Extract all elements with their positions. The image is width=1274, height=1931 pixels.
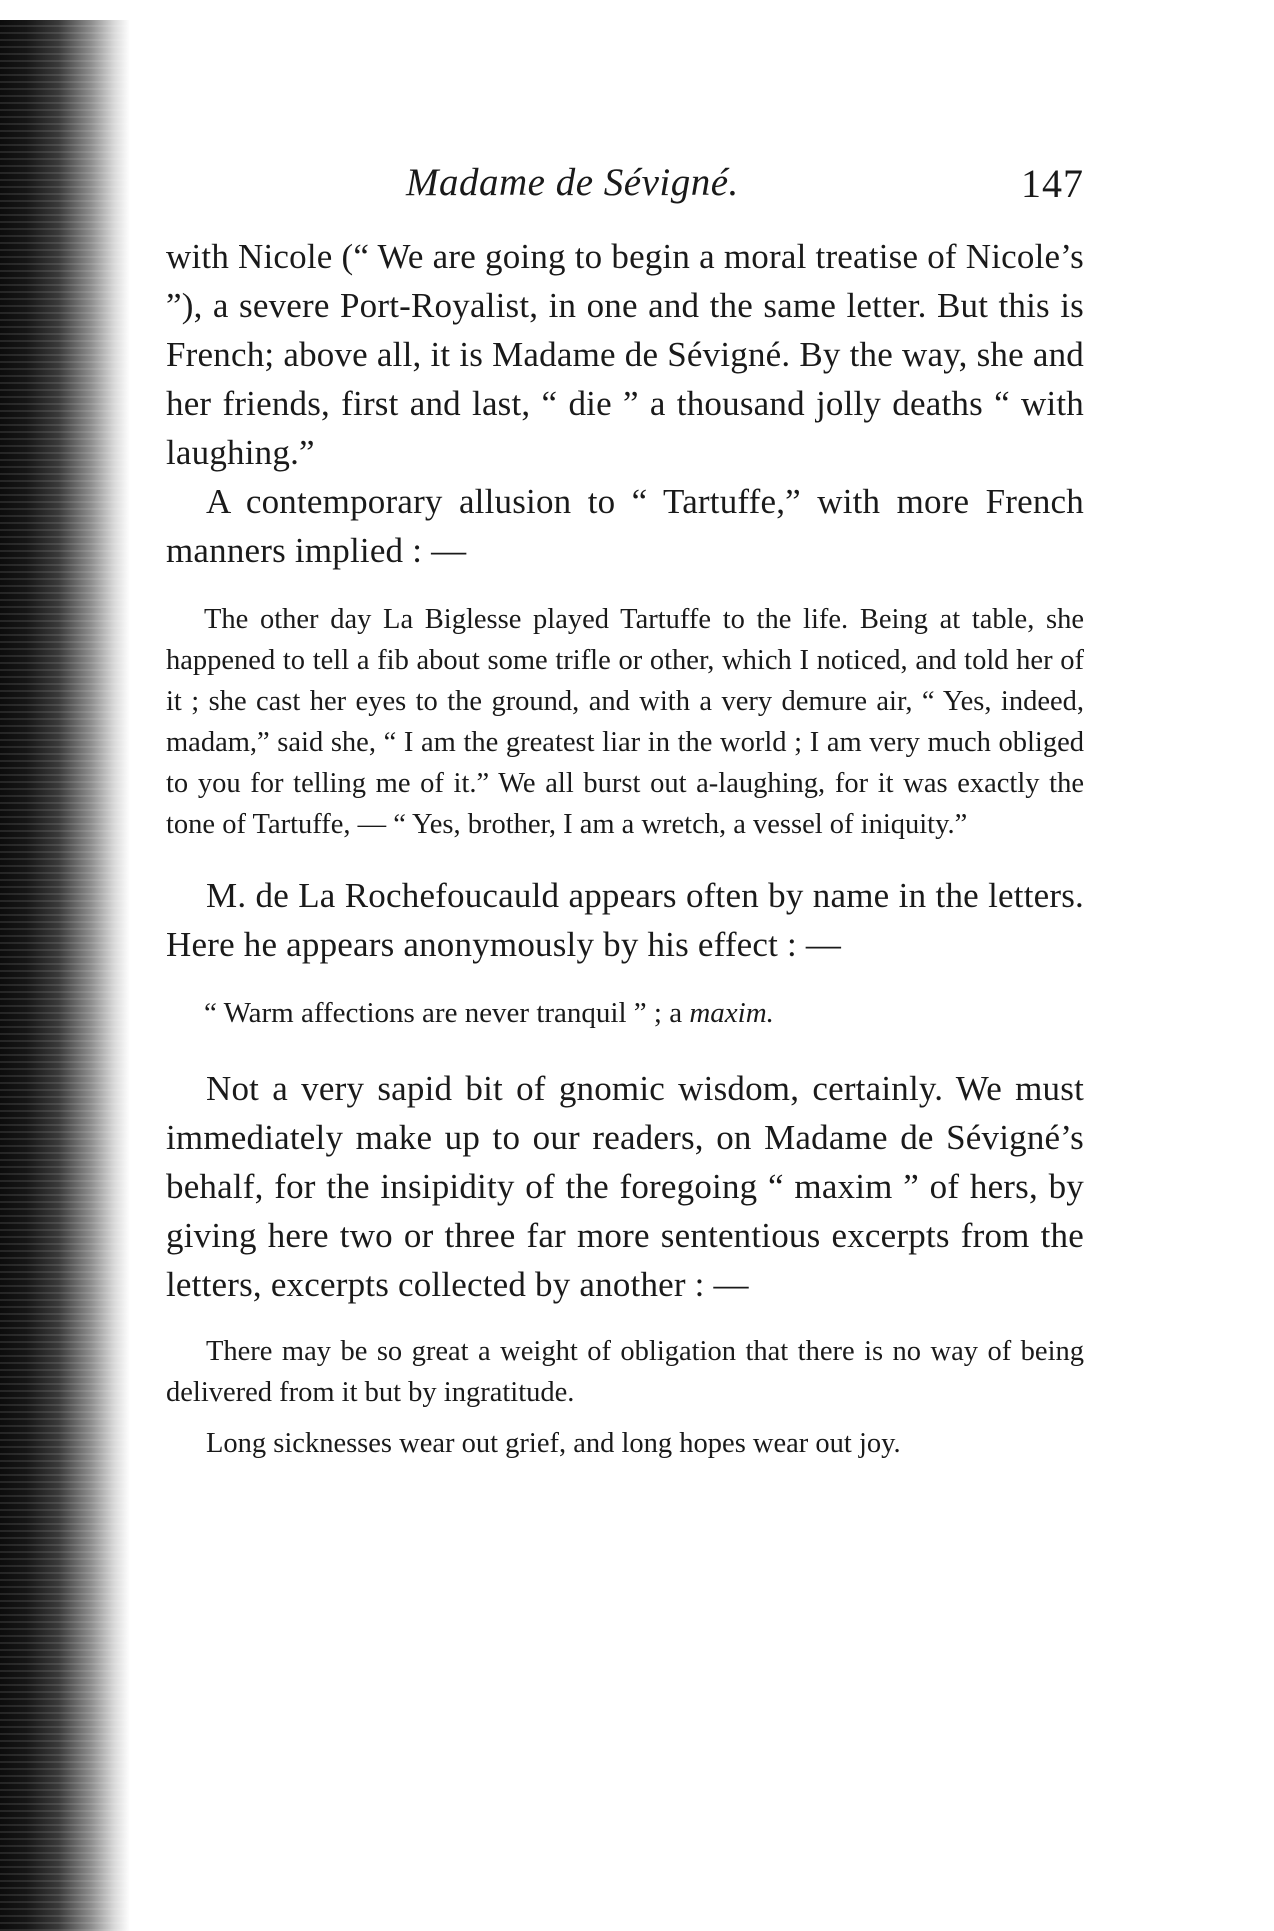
book-page [166,160,1084,1464]
running-header [166,160,1084,224]
excerpt-item: There may be so great a weight of obligation that there is no way of being delivered from it but by ingratitude. [166,1336,1084,1408]
paragraph-4: Not a very sapid bit of gnomic wisdom, certainly. We must immediately make up to our readers, on Madame de Sévigné’s behalf, for the insipidity of the foregoing “ maxim ” of hers, by giving here two or three far more sententious excerpts from the letters, excerpts collected by another : — [166,1069,1084,1304]
excerpt-list [166,1331,1084,1464]
maxim-quote [166,993,1084,1034]
excerpt-item: Long sicknesses wear out grief, and long hopes wear out joy. [206,1428,901,1459]
book-spine-shadow [0,20,130,1931]
running-title: Madame de Sévigné. [406,161,739,204]
maxim-text: “ Warm affections are never tranquil ” ; a [204,997,690,1029]
maxim-italic: maxim. [689,997,774,1029]
block-quote-tartuffe: The other day La Biglesse played Tartuffe to the life. Being at table, she happened to tell a fib about some trifle or other, which I noticed, and told her of it ; she cast her eyes to the ground, and with a very demure air, “ Yes, indeed, madam,” said she, “ I am the greatest liar in the world ; I am very much obliged to you for telling me of it.” We all burst out a-laughing, for it was exactly the tone of Tartuffe, — “ Yes, brother, I am a wretch, a vessel of iniquity.” [166,604,1084,840]
paragraph-3: M. de La Rochefoucauld appears often by name in the letters. Here he appears anonymously by his effect : — [166,876,1084,964]
paragraph-2: A contemporary allusion to “ Tartuffe,” with more French manners implied : — [166,482,1084,570]
page-number: 147 [1021,161,1084,206]
paragraph-1: with Nicole (“ We are going to begin a moral treatise of Nicole’s ”), a severe Port-Royalist, in one and the same letter. But this is French; above all, it is Madame de Sévigné. By the way, she and her friends, first and last, “ die ” a thousand jolly deaths “ with laughing.” [166,237,1084,472]
